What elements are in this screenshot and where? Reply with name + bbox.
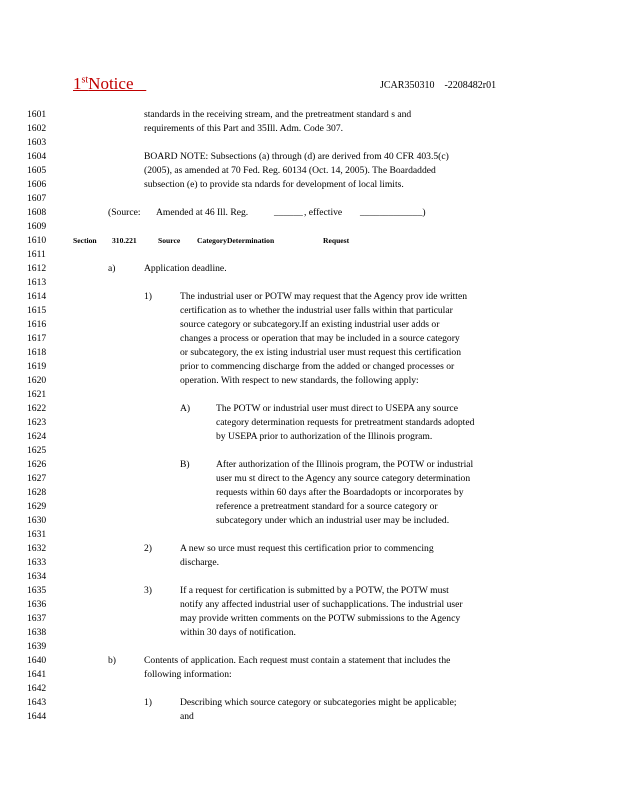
- line-number: 1627: [27, 473, 47, 484]
- notice-superscript: st: [81, 74, 89, 86]
- source-blank-1: ______: [274, 207, 303, 218]
- text-line-1602: requirements of this Part and 35Ill. Adm. Code 307.: [144, 123, 344, 134]
- section-title-word-1: Source: [158, 236, 181, 245]
- line-number: 1629: [27, 501, 47, 512]
- text-line-1635: If a request for certification is submitted by a POTW, the POTW must: [180, 585, 449, 596]
- source-blank-2: _____________): [360, 207, 426, 218]
- line-number: 1628: [27, 487, 47, 498]
- line-number: 1640: [27, 655, 47, 666]
- line-number: 1608: [27, 207, 47, 218]
- subsection-a-label: a): [108, 263, 116, 274]
- subsection-a-heading: Application deadline.: [144, 263, 227, 274]
- line-number: 1602: [27, 123, 47, 134]
- line-number: 1632: [27, 543, 47, 554]
- line-number: 1613: [27, 277, 47, 288]
- line-number: 1639: [27, 641, 47, 652]
- line-number: 1641: [27, 669, 47, 680]
- text-line-1619: prior to commencing discharge from the added or changed processes or: [180, 361, 455, 372]
- line-number: 1637: [27, 613, 47, 624]
- text-line-1615: certification as to whether the industrial user falls within that particular: [180, 305, 453, 316]
- line-number: 1616: [27, 319, 47, 330]
- text-line-1618: or subcategory, the ex isting industrial user must request this certification: [180, 347, 461, 358]
- line-number: 1601: [27, 109, 47, 120]
- section-title-word-2: CategoryDetermination: [197, 236, 275, 245]
- text-line-1633: discharge.: [180, 557, 219, 568]
- notice-heading: [73, 74, 146, 94]
- line-number: 1621: [27, 389, 47, 400]
- line-number: 1612: [27, 263, 47, 274]
- document-id: JCAR350310 -2208482r01: [380, 80, 497, 91]
- line-number: 1615: [27, 305, 47, 316]
- line-number: 1643: [27, 697, 47, 708]
- section-label: Section: [73, 236, 97, 245]
- board-note-line-2: (2005), as amended at 70 Fed. Reg. 60134 (Oct. 14, 2005). The Boardadded: [144, 165, 436, 176]
- board-note-line-1: BOARD NOTE: Subsections (a) through (d) are derived from 40 CFR 403.5(c): [144, 151, 449, 162]
- line-number: 1609: [27, 221, 47, 232]
- item-b1-label: 1): [144, 697, 152, 708]
- text-line-1617: changes a process or operation that may be included in a source category: [180, 333, 460, 344]
- item-3-label: 3): [144, 585, 152, 596]
- line-number: 1638: [27, 627, 47, 638]
- line-number: 1623: [27, 417, 47, 428]
- text-line-1601: standards in the receiving stream, and the pretreatment standard s and: [144, 109, 412, 120]
- line-number: 1611: [27, 249, 46, 260]
- line-number: 1617: [27, 333, 47, 344]
- text-line-1620: operation. With respect to new standards, the following apply:: [180, 375, 419, 386]
- line-number: 1636: [27, 599, 47, 610]
- section-title-word-3: Request: [323, 236, 350, 245]
- line-number: 1630: [27, 515, 47, 526]
- text-line-1640: Contents of application. Each request must contain a statement that includes the: [144, 655, 451, 666]
- subsection-b-label: b): [108, 655, 116, 666]
- line-number: 1624: [27, 431, 47, 442]
- item-B-label: B): [180, 459, 190, 470]
- text-line-1641: following information:: [144, 669, 232, 680]
- text-line-1628: requests within 60 days after the Boardadopts or incorporates by: [216, 487, 464, 498]
- line-number: 1642: [27, 683, 47, 694]
- line-number: 1607: [27, 193, 47, 204]
- section-number: 310.221: [112, 236, 137, 245]
- line-number: 1605: [27, 165, 47, 176]
- text-line-1632: A new so urce must request this certification prior to commencing: [180, 543, 434, 554]
- item-A-label: A): [180, 403, 191, 414]
- line-number: 1610: [27, 235, 47, 246]
- text-line-1616: source category or subcategory.If an existing industrial user adds or: [180, 319, 440, 330]
- text-line-1643: Describing which source category or subcategories might be applicable;: [180, 697, 457, 708]
- text-line-1630: subcategory under which an industrial user may be included.: [216, 515, 450, 526]
- text-line-1636: notify any affected industrial user of suchapplications. The industrial user: [180, 599, 463, 610]
- line-number: 1622: [27, 403, 47, 414]
- line-number: 1618: [27, 347, 47, 358]
- line-number: 1614: [27, 291, 47, 302]
- text-line-1623: category determination requests for pretreatment standards adopted: [216, 417, 475, 428]
- line-number: 1635: [27, 585, 47, 596]
- text-line-1626: After authorization of the Illinois program, the POTW or industrial: [216, 459, 474, 470]
- line-number: 1634: [27, 571, 47, 582]
- line-number: 1619: [27, 361, 47, 372]
- source-label: (Source:: [108, 207, 141, 218]
- notice-word: Notice: [88, 74, 134, 93]
- text-line-1629: reference a pretreatment standard for a source category or: [216, 501, 438, 512]
- line-number: 1644: [27, 711, 47, 722]
- line-number: 1606: [27, 179, 47, 190]
- line-number: 1625: [27, 445, 47, 456]
- board-note-line-3: subsection (e) to provide sta ndards for development of local limits.: [144, 179, 404, 190]
- notice-number: 1: [73, 74, 82, 93]
- text-line-1638: within 30 days of notification.: [180, 627, 296, 638]
- line-number: 1626: [27, 459, 47, 470]
- item-2-label: 2): [144, 543, 152, 554]
- text-line-1622: The POTW or industrial user must direct to USEPA any source: [216, 403, 458, 414]
- line-number: 1620: [27, 375, 47, 386]
- line-number: 1633: [27, 557, 47, 568]
- text-line-1614: The industrial user or POTW may request that the Agency prov ide written: [180, 291, 468, 302]
- line-number: 1603: [27, 137, 47, 148]
- text-line-1644: and: [180, 711, 194, 722]
- source-effective: , effective: [304, 207, 343, 218]
- source-amended: Amended at 46 Ill. Reg.: [156, 207, 249, 218]
- line-number: 1604: [27, 151, 47, 162]
- line-number: 1631: [27, 529, 47, 540]
- text-line-1637: may provide written comments on the POTW submissions to the Agency: [180, 613, 461, 624]
- text-line-1627: user mu st direct to the Agency any source category determination: [216, 473, 471, 484]
- item-1-label: 1): [144, 291, 152, 302]
- text-line-1624: by USEPA prior to authorization of the Illinois program.: [216, 431, 433, 442]
